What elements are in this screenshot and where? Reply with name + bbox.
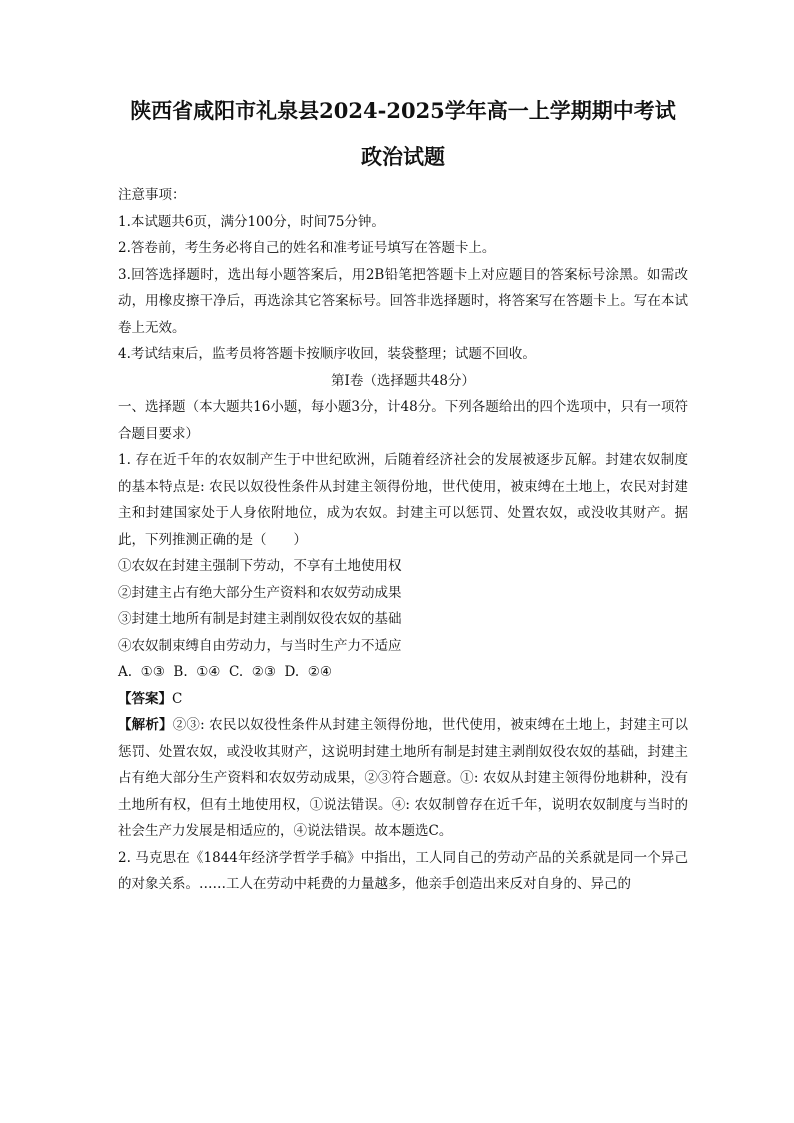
question-1-statement-1: ①农奴在封建主强制下劳动，不享有土地使用权 xyxy=(118,558,402,574)
notice-item-3: 3.回答选择题时，选出每小题答案后，用2B铅笔把答题卡上对应题目的答案标号涂黑。如需改动，用橡皮擦干净后，再选涂其它答案标号。回答非选择题时，将答案写在答题卡上。写在本试卷上无效。 xyxy=(118,266,688,336)
analysis-label: 【解析】 xyxy=(118,717,173,733)
question-1-statement-4: ④农奴制束缚自由劳动力，与当时生产力不适应 xyxy=(118,637,402,654)
volume-title: 第Ⅰ卷（选择题共48分） xyxy=(330,372,475,389)
notice-heading: 注意事项： xyxy=(118,187,186,203)
notice-item-4: 4.考试结束后，监考员将答题卡按顺序收回，装袋整理；试题不回收。 xyxy=(118,346,536,362)
question-1-analysis xyxy=(118,712,688,845)
question-1-statement-2: ②封建主占有绝大部分生产资料和农奴劳动成果 xyxy=(118,584,402,601)
part-title: 一、选择题（本大题共16小题，每小题3分，计48分。下列各题给出的四个选项中，只有一项符合题目要求） xyxy=(118,399,688,442)
notice-item-1: 1.本试题共6页，满分100分，时间75分钟。 xyxy=(118,213,385,230)
notice-item-2: 2.答卷前，考生务必将自己的姓名和准考证号填写在答题卡上。 xyxy=(118,240,496,256)
answer-label: 【答案】 xyxy=(118,690,172,707)
question-1-stem: 1. 存在近千年的农奴制产生于中世纪欧洲，后随着经济社会的发展被逐步瓦解。封建农奴制度的基本特点是: 农民以奴役性条件从封建主领得份地，世代使用，被束缚在土地上，农民对封建主和封建国家处于人身依附地位，成为农奴。封建主可以惩罚、处置农奴，或没收其财产。据此，下列推测正确的是（ ） xyxy=(118,452,688,548)
document-content xyxy=(118,96,688,898)
question-1-answer xyxy=(118,686,688,713)
question-1-statement-3: ③封建土地所有制是封建主剥削奴役农奴的基础 xyxy=(118,611,402,627)
exam-subtitle: 政治试题 xyxy=(361,144,445,169)
question-2-stem: 2. 马克思在《1844年经济学哲学手稿》中指出，工人同自己的劳动产品的关系就是同一个异己的对象关系。……工人在劳动中耗费的力量越多，他亲手创造出来反对自身的、异己的 xyxy=(118,849,688,892)
exam-title: 陕西省咸阳市礼泉县2024-2025学年高一上学期期中考试 xyxy=(130,98,676,123)
analysis-text: ②③: 农民以奴役性条件从封建主领得份地，世代使用，被束缚在土地上，封建主可以惩罚、处置农奴，或没收其财产，这说明封建土地所有制是封建主剥削奴役农奴的基础，封建主占有绝大部分生产资料和农奴劳动成果，②③符合题意。①: 农奴从封建主领得份地耕种，没有土地所有权，但有土地使用权，①说法错误。④: 农奴制曾存在近千年，说明农奴制度与当时的社会生产力发展是相适应的，④说法错误。故本题选C。 xyxy=(118,717,688,839)
answer-value: C xyxy=(172,690,183,707)
question-1-choices: A. ①③ B. ①④ C. ②③ D. ②④ xyxy=(118,664,332,680)
